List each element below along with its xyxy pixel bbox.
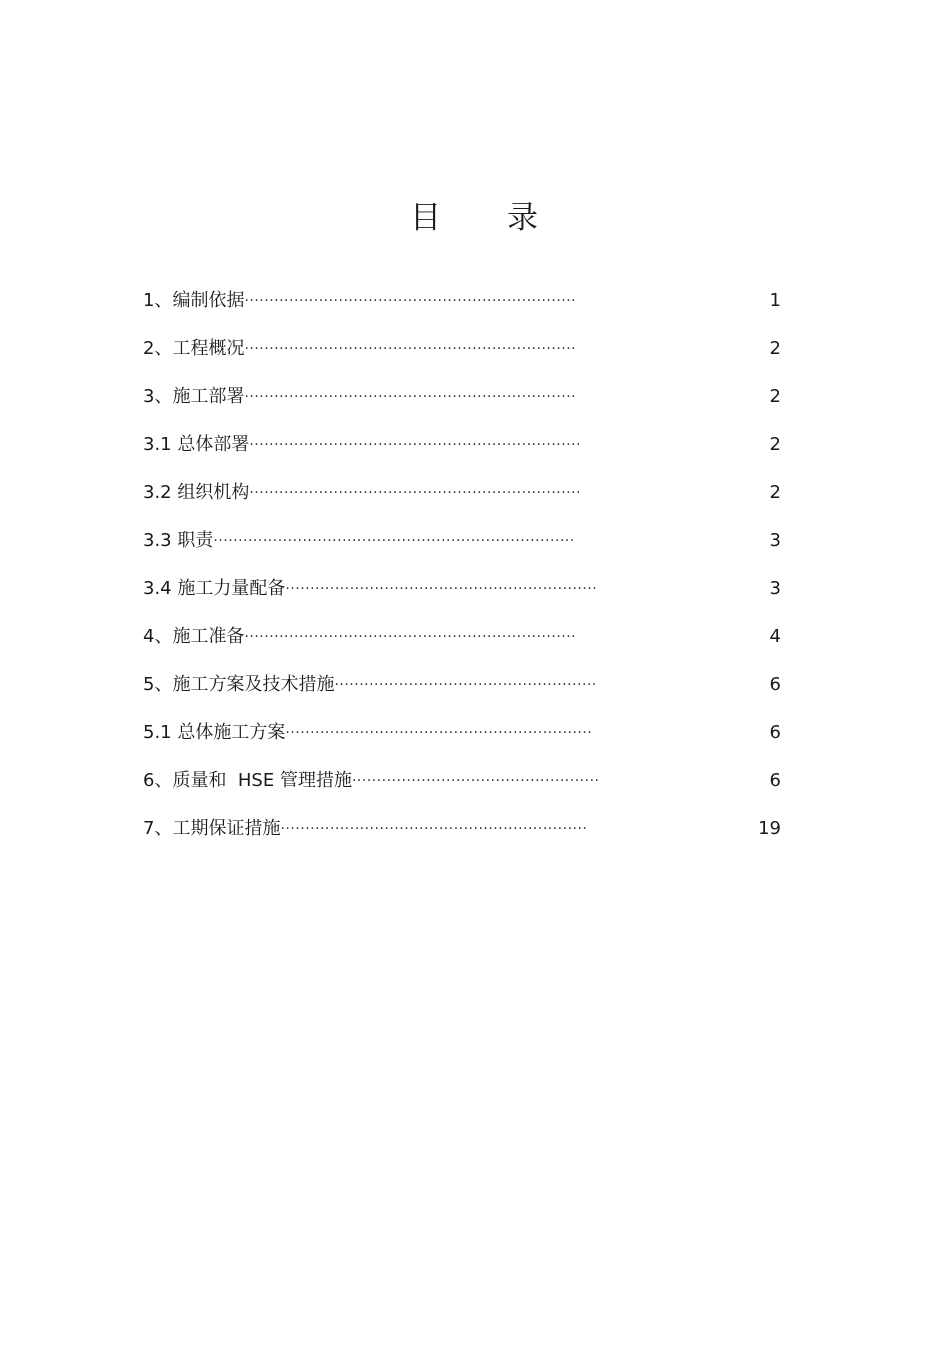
toc-page-number: 2 <box>769 386 781 407</box>
toc-page-number: 2 <box>769 482 781 503</box>
toc-page-number: 1 <box>769 290 781 311</box>
toc-title-char-2: 录 <box>507 200 540 236</box>
toc-entry[interactable] <box>143 336 783 384</box>
toc-dot-leader: ······························································ <box>280 821 588 837</box>
toc-entry-label: 5、施工方案及技术措施 <box>143 674 335 695</box>
toc-entry[interactable] <box>143 288 783 336</box>
toc-entry-label: 3.1 总体部署 <box>143 434 250 455</box>
toc-entry[interactable] <box>143 384 783 432</box>
toc-entry[interactable] <box>143 720 783 768</box>
toc-entry-label: 3、施工部署 <box>143 386 245 407</box>
toc-page-number: 4 <box>769 626 781 647</box>
toc-entry-label: 3.2 组织机构 <box>143 482 250 503</box>
toc-entry-label: 1、编制依据 <box>143 290 245 311</box>
toc-dot-leader: ··································································· <box>244 293 577 309</box>
toc-entry[interactable] <box>143 672 783 720</box>
toc-page-number: 3 <box>769 578 781 599</box>
toc-dot-leader: ······························································ <box>285 725 593 741</box>
toc-entry[interactable] <box>143 576 783 624</box>
toc-entry-label: 3.3 职责 <box>143 530 214 551</box>
toc-dot-leader: ······························································· <box>285 581 598 597</box>
toc-page-number: 3 <box>769 530 781 551</box>
toc-dot-leader: ··································································· <box>244 341 577 357</box>
toc-entry-label: 4、施工准备 <box>143 626 245 647</box>
toc-page-number: 2 <box>769 338 781 359</box>
toc-dot-leader: ········································································· <box>213 533 575 549</box>
toc-entry-label: 6、质量和 HSE 管理措施 <box>143 770 352 791</box>
toc-entry[interactable] <box>143 624 783 672</box>
toc-entry-label: 2、工程概况 <box>143 338 245 359</box>
toc-entry-label: 7、工期保证措施 <box>143 818 281 839</box>
toc-dot-leader: ·················································· <box>351 773 600 789</box>
toc-page-number: 6 <box>769 722 781 743</box>
toc-entry[interactable] <box>143 768 783 816</box>
toc-entry[interactable] <box>143 432 783 480</box>
toc-dot-leader: ··································································· <box>249 437 582 453</box>
toc-entry[interactable] <box>143 528 783 576</box>
toc-list <box>143 288 783 864</box>
toc-entry-label: 3.4 施工力量配备 <box>143 578 286 599</box>
toc-dot-leader: ··································································· <box>249 485 582 501</box>
toc-entry-label: 5.1 总体施工方案 <box>143 722 286 743</box>
toc-dot-leader: ··································································· <box>244 629 577 645</box>
toc-page-number: 19 <box>758 818 781 839</box>
toc-page-number: 6 <box>769 770 781 791</box>
toc-page-number: 2 <box>769 434 781 455</box>
toc-entry[interactable] <box>143 816 783 864</box>
toc-page-number: 6 <box>769 674 781 695</box>
toc-dot-leader: ··································································· <box>244 389 577 405</box>
toc-dot-leader: ····················································· <box>334 677 597 693</box>
toc-entry[interactable] <box>143 480 783 528</box>
toc-title <box>0 192 950 237</box>
toc-title-char-1: 目 <box>410 200 443 236</box>
